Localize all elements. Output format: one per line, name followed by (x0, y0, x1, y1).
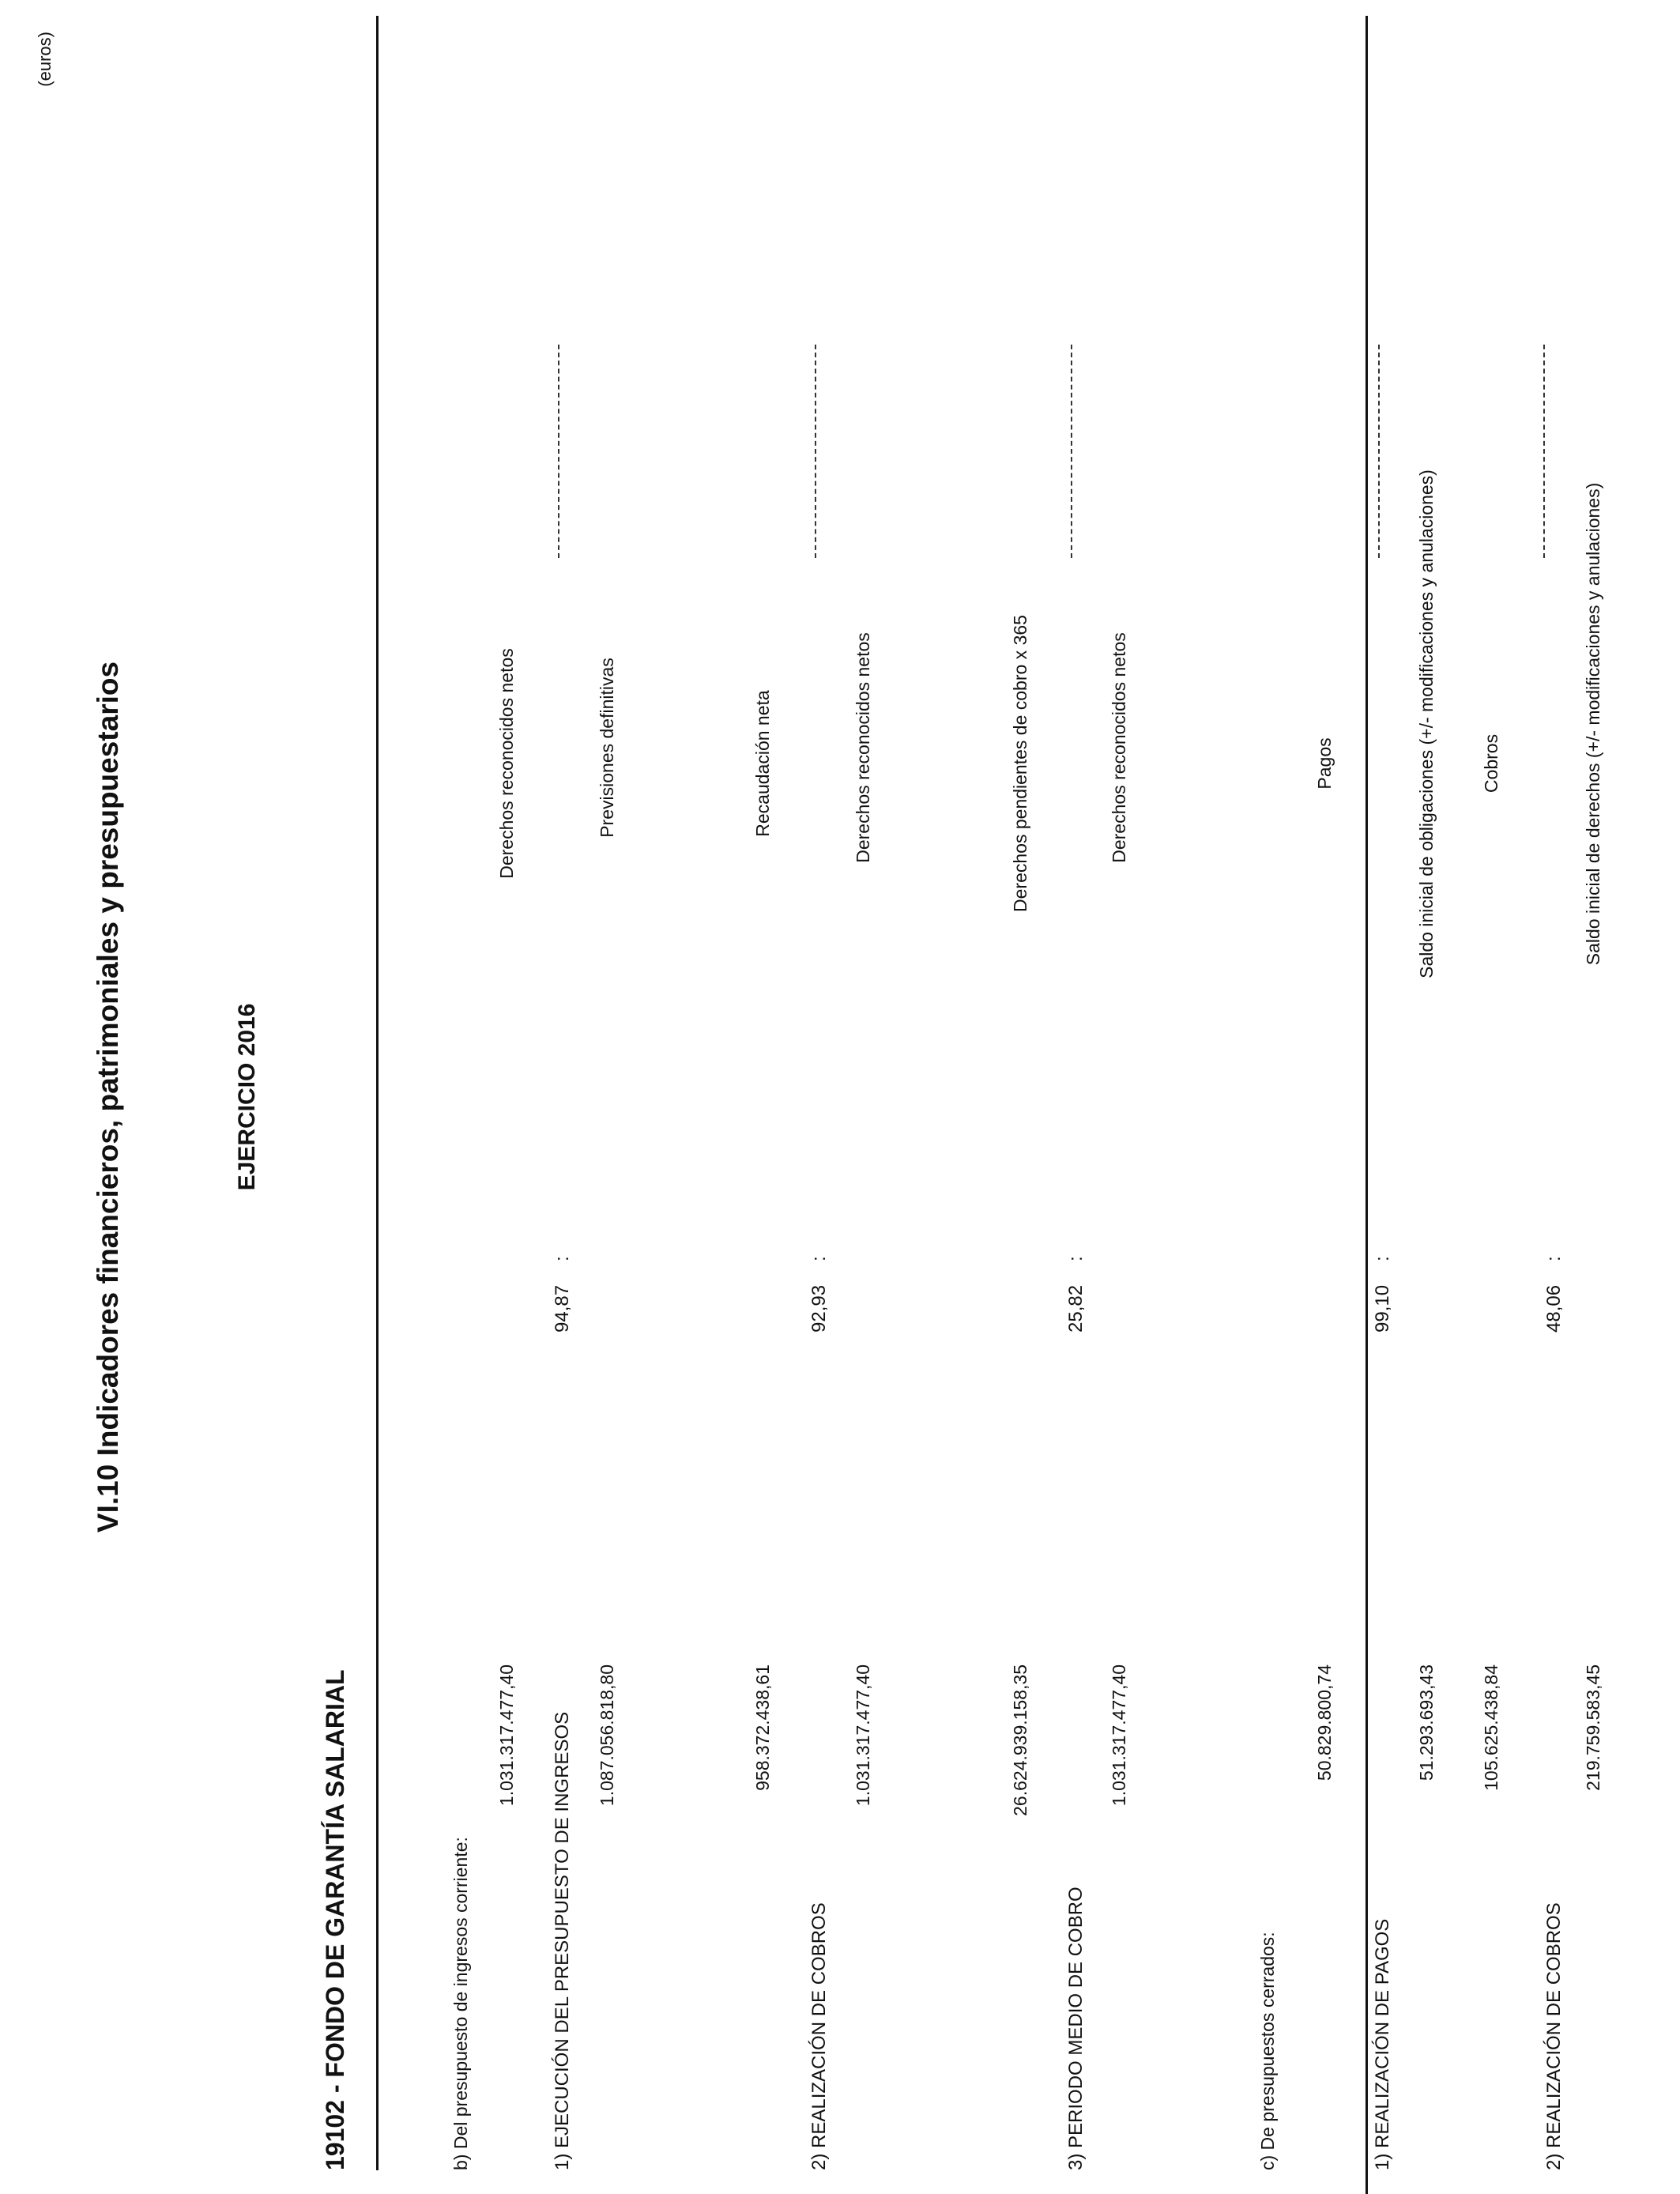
fraction-line (1378, 345, 1380, 558)
denominator-text: Derechos reconocidos netos (1109, 632, 1129, 863)
entity-name: 19102 - FONDO DE GARANTÍA SALARIAL (321, 1669, 349, 2170)
indicator-label: 2) REALIZACIÓN DE COBROS (808, 1902, 830, 2170)
numerator-amount: 958.372.438,61 (752, 1664, 773, 1791)
numerator-amount: 50.829.800,74 (1314, 1664, 1335, 1781)
numerator-text: Pagos (1314, 737, 1335, 790)
indicator-value: 48,06 (1543, 1284, 1565, 1333)
fiscal-year: EJERCICIO 2016 (234, 1003, 260, 1191)
denominator-text: Derechos reconocidos netos (853, 632, 873, 863)
denominator-text: Saldo inicial de obligaciones (+/- modificaciones y anulaciones) (1416, 469, 1437, 978)
indicator-label: 1) EJECUCIÓN DEL PRESUPUESTO DE INGRESOS (552, 1711, 573, 2170)
indicator-label: 3) PERIODO MEDIO DE COBRO (1065, 1887, 1087, 2170)
indicator-colon: : (1065, 1256, 1087, 1261)
indicator-label: 2) REALIZACIÓN DE COBROS (1543, 1902, 1565, 2170)
denominator-amount: 1.031.317.477,40 (1109, 1664, 1129, 1807)
indicator-value: 99,10 (1372, 1284, 1393, 1333)
fraction-line (815, 345, 816, 558)
numerator-amount: 1.031.317.477,40 (496, 1664, 517, 1807)
indicator-value: 94,87 (552, 1284, 573, 1333)
numerator-amount: 105.625.438,84 (1481, 1664, 1501, 1791)
report-title: VI.10 Indicadores financieros, patrimoniales y presupuestarios (92, 661, 124, 1533)
denominator-amount: 219.759.583,45 (1583, 1664, 1603, 1791)
numerator-text: Derechos pendientes de cobro x 365 (1010, 615, 1030, 912)
denominator-text: Saldo inicial de derechos (+/- modificaciones y anulaciones) (1583, 482, 1603, 966)
numerator-amount: 26.624.939.158,35 (1010, 1664, 1030, 1816)
section-heading: b) Del presupuesto de ingresos corriente: (450, 1837, 471, 2170)
indicator-colon: : (552, 1256, 573, 1261)
indicator-colon: : (1543, 1256, 1565, 1261)
numerator-text: Derechos reconocidos netos (496, 648, 517, 879)
fraction-line (1071, 345, 1072, 558)
numerator-text: Recaudación neta (752, 690, 773, 837)
numerator-text: Cobros (1481, 733, 1501, 794)
fraction-line (558, 345, 559, 558)
section-heading: c) De presupuestos cerrados: (1257, 1932, 1278, 2170)
fraction-line (1543, 345, 1545, 558)
indicator-value: 92,93 (808, 1284, 830, 1333)
indicator-label: 1) REALIZACIÓN DE PAGOS (1372, 1918, 1393, 2170)
header-rule-left (376, 16, 379, 2170)
indicator-colon: : (1372, 1256, 1393, 1261)
denominator-text: Previsiones definitivas (597, 658, 617, 838)
denominator-amount: 1.087.056.818,80 (597, 1664, 617, 1807)
indicator-value: 25,82 (1065, 1284, 1087, 1333)
units-label: (euros) (35, 32, 55, 87)
denominator-amount: 1.031.317.477,40 (853, 1664, 873, 1807)
denominator-amount: 51.293.693,43 (1416, 1664, 1437, 1781)
indicator-colon: : (808, 1256, 830, 1261)
header-rule-right (1365, 16, 1368, 2194)
